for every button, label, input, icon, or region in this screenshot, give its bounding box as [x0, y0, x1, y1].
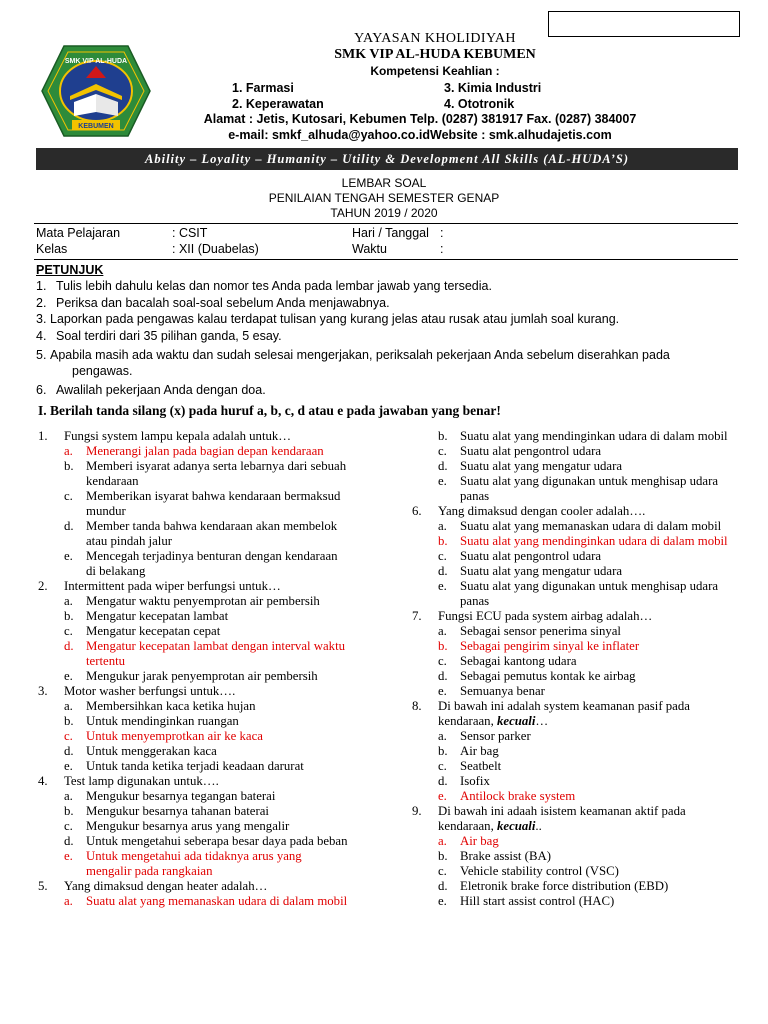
option-letter: e.	[438, 684, 447, 698]
option	[412, 774, 738, 789]
question	[38, 879, 348, 894]
option-letter: d.	[438, 774, 448, 788]
option	[412, 684, 738, 699]
option-letter: e.	[64, 849, 73, 863]
competency-item: 2. Keperawatan	[232, 97, 324, 111]
option-letter: a.	[438, 624, 447, 638]
option	[38, 459, 348, 489]
option-text: Sensor parker	[460, 729, 531, 743]
option	[38, 594, 348, 609]
option	[412, 729, 738, 744]
instruction-item	[36, 278, 746, 294]
option-letter: a.	[64, 699, 73, 713]
question-number: 5.	[38, 879, 48, 893]
question-keyword: kecuali	[496, 819, 536, 833]
divider	[34, 223, 738, 224]
option-letter: d.	[64, 519, 74, 533]
question-text: Test lamp digunakan untuk….	[64, 774, 219, 788]
option	[38, 759, 348, 774]
instruction-number: 2.	[36, 295, 47, 310]
instruction-text: Laporkan pada pengawas kalau terdapat tulisan yang kurang jelas atau rusak atau jumlah soal kurang.	[50, 312, 620, 326]
contact-line: e-mail: smkf_alhuda@yahoo.co.idWebsite : smk.alhudajetis.com	[228, 128, 612, 142]
option-letter: b.	[64, 804, 74, 818]
option-text: Hill start assist control (HAC)	[460, 894, 615, 908]
instructions	[36, 262, 746, 398]
option	[38, 819, 348, 834]
option-text: Mencegah terjadinya benturan dengan kendaraan di belakang	[86, 549, 338, 578]
option-text: Mengatur kecepatan cepat	[86, 624, 221, 638]
option	[412, 669, 738, 684]
option-letter: e.	[438, 894, 447, 908]
option-correct	[412, 534, 738, 549]
question	[38, 684, 348, 699]
option-text: Isofix	[460, 774, 490, 788]
question	[412, 504, 738, 519]
instruction-number: 4.	[36, 328, 47, 343]
option-correct	[38, 849, 348, 879]
question-text: Di bawah ini adaah isistem keamanan aktif pada kendaraan,	[438, 804, 686, 833]
option	[38, 624, 348, 639]
question-number: 3.	[38, 684, 48, 698]
option-text: Menerangi jalan pada bagian depan kendaraan	[86, 444, 324, 458]
instruction-text-cont: pengawas.	[72, 363, 133, 378]
option	[412, 474, 738, 504]
question-text: Yang dimaksud dengan heater adalah…	[64, 879, 268, 893]
option-letter: a.	[64, 594, 73, 608]
option-text: Untuk menyemprotkan air ke kaca	[86, 729, 263, 743]
question	[38, 429, 348, 444]
option	[412, 549, 738, 564]
option-text: Sebagai pemutus kontak ke airbag	[460, 669, 636, 683]
option-text: Memberikan isyarat bahwa kendaraan bermaksud mundur	[86, 489, 341, 518]
option-letter: c.	[64, 624, 73, 638]
option-text: Mengukur besarnya tahanan baterai	[86, 804, 269, 818]
question-keyword: kecuali	[496, 714, 536, 728]
question-number: 1.	[38, 429, 48, 443]
option-text: Vehicle stability control (VSC)	[460, 864, 619, 878]
instruction-text: Apabila masih ada waktu dan sudah selesai mengerjakan, periksalah pekerjaan Anda sebelum diserahkan pada	[50, 347, 670, 362]
option	[412, 864, 738, 879]
option-letter: b.	[64, 714, 74, 728]
question-number: 4.	[38, 774, 48, 788]
option-correct	[38, 639, 348, 669]
waktu-label: Waktu	[352, 242, 387, 256]
option	[38, 714, 348, 729]
instruction-text: Awalilah pekerjaan Anda dengan doa.	[56, 382, 266, 397]
question-number: 6.	[412, 504, 422, 518]
option	[38, 699, 348, 714]
option-letter: a.	[64, 444, 73, 458]
option-letter: c.	[64, 489, 73, 503]
logo-top-text: SMK VIP AL-HUDA	[64, 58, 128, 65]
question-text: Motor washer berfungsi untuk….	[64, 684, 236, 698]
kelas-value: : XII (Duabelas)	[172, 242, 259, 256]
option-letter: c.	[438, 864, 447, 878]
option	[412, 429, 738, 444]
school-logo	[40, 44, 152, 138]
option-letter: b.	[438, 639, 448, 653]
instruction-item	[36, 328, 746, 344]
instruction-text: Soal terdiri dari 35 pilihan ganda, 5 esay.	[56, 328, 282, 343]
option-correct	[38, 444, 348, 459]
school-address	[150, 111, 690, 143]
option-letter: d.	[438, 669, 448, 683]
option	[38, 789, 348, 804]
instruction-text: Periksa dan bacalah soal-soal sebelum Anda menjawabnya.	[56, 295, 390, 310]
exam-info	[36, 225, 736, 257]
option-letter: a.	[438, 729, 447, 743]
option-letter: d.	[438, 459, 448, 473]
option-letter: e.	[64, 669, 73, 683]
option-text: Suatu alat yang digunakan untuk menghisap udara panas	[460, 474, 719, 503]
option-text: Suatu alat yang mendinginkan udara di dalam mobil	[460, 534, 728, 548]
question-text: Fungsi system lampu kepala adalah untuk…	[64, 429, 292, 443]
instruction-number: 1.	[36, 279, 47, 293]
instruction-item	[36, 347, 746, 379]
option-text: Suatu alat pengontrol udara	[460, 549, 602, 563]
mapel-value: : CSIT	[172, 226, 208, 240]
question	[412, 609, 738, 624]
option	[38, 489, 348, 519]
option-letter: e.	[438, 474, 447, 488]
option-text: Memberi isyarat adanya serta lebarnya dari sebuah kendaraan	[86, 459, 347, 488]
option-text: Suatu alat yang mengatur udara	[460, 564, 623, 578]
questions-left-column	[38, 429, 348, 909]
waktu-value: :	[440, 242, 444, 256]
option	[412, 894, 738, 909]
option	[412, 444, 738, 459]
option-letter: b.	[438, 429, 448, 443]
instruction-item	[36, 382, 746, 398]
option	[38, 549, 348, 579]
option-letter: a.	[64, 894, 73, 908]
option-letter: e.	[438, 789, 447, 803]
option-correct	[412, 834, 738, 849]
option-text: Seatbelt	[460, 759, 502, 773]
option-letter: a.	[64, 789, 73, 803]
option-letter: a.	[438, 834, 447, 848]
option	[412, 519, 738, 534]
option	[412, 654, 738, 669]
section-title: I. Berilah tanda silang (x) pada huruf a, b, c, d atau e pada jawaban yang benar!	[38, 403, 501, 418]
option	[412, 624, 738, 639]
option-text: Untuk menggerakan kaca	[86, 744, 217, 758]
option-text: Mengukur besarnya tegangan baterai	[86, 789, 276, 803]
option	[412, 564, 738, 579]
option-letter: c.	[438, 759, 447, 773]
question-number: 7.	[412, 609, 422, 623]
question	[412, 699, 738, 729]
question-text: Fungsi ECU pada system airbag adalah…	[438, 609, 653, 623]
option-text: Suatu alat yang mengatur udara	[460, 459, 623, 473]
letterhead	[160, 30, 710, 80]
option-letter: b.	[438, 849, 448, 863]
option-letter: e.	[64, 549, 73, 563]
option-letter: c.	[438, 549, 447, 563]
option-text: Suatu alat yang digunakan untuk menghisap udara panas	[460, 579, 719, 608]
option-text: Member tanda bahwa kendaraan akan membelok atau pindah jalur	[86, 519, 338, 548]
instruction-text: Tulis lebih dahulu kelas dan nomor tes Anda pada lembar jawab yang tersedia.	[56, 279, 492, 293]
competency-list	[232, 80, 652, 112]
option-text: Mengukur besarnya arus yang mengalir	[86, 819, 290, 833]
mapel-label: Mata Pelajaran	[36, 226, 121, 240]
question-number: 8.	[412, 699, 422, 713]
option-text: Semuanya benar	[460, 684, 545, 698]
option-letter: c.	[64, 729, 73, 743]
option-text: Untuk mengetahui seberapa besar daya pada beban	[86, 834, 348, 848]
title-line: TAHUN 2019 / 2020	[330, 206, 438, 220]
option-letter: c.	[438, 654, 447, 668]
option	[412, 879, 738, 894]
option-letter: a.	[438, 519, 447, 533]
question-text: Intermittent pada wiper berfungsi untuk…	[64, 579, 281, 593]
question	[412, 804, 738, 834]
instruction-item	[36, 311, 746, 327]
hari-value: :	[440, 226, 444, 240]
option-letter: d.	[438, 564, 448, 578]
document-title	[0, 176, 768, 221]
option-text: Mengatur kecepatan lambat	[86, 609, 229, 623]
title-line: LEMBAR SOAL	[341, 176, 427, 190]
option-correct	[38, 729, 348, 744]
question	[38, 774, 348, 789]
option-correct	[412, 789, 738, 804]
option	[38, 519, 348, 549]
option	[412, 849, 738, 864]
motto-banner: Ability – Loyality – Humanity – Utility & Development All Skills (AL-HUDA’S)	[36, 148, 738, 170]
option-text: Untuk tanda ketika terjadi keadaan darurat	[86, 759, 304, 773]
instruction-item	[36, 295, 746, 311]
option-text: Brake assist (BA)	[460, 849, 551, 863]
kompetensi-label: Kompetensi Keahlian :	[370, 64, 500, 78]
divider	[34, 259, 738, 260]
option	[412, 459, 738, 474]
option-text: Suatu alat yang memanaskan udara di dalam mobil	[460, 519, 722, 533]
option-correct	[38, 894, 348, 909]
option-text: Sebagai kantong udara	[460, 654, 577, 668]
option-text: Suatu alat pengontrol udara	[460, 444, 602, 458]
instruction-number: 5.	[36, 347, 47, 362]
option-letter: d.	[64, 639, 74, 653]
option-letter: d.	[438, 879, 448, 893]
option	[38, 669, 348, 684]
question-text: Di bawah ini adalah system keamanan pasif pada kendaraan,	[438, 699, 690, 728]
question-text: Yang dimaksud dengan cooler adalah….	[438, 504, 646, 518]
kelas-label: Kelas	[36, 242, 68, 256]
option-letter: d.	[64, 834, 74, 848]
option-text: Membersihkan kaca ketika hujan	[86, 699, 256, 713]
option-letter: b.	[438, 534, 448, 548]
question-number: 9.	[412, 804, 422, 818]
option-correct	[412, 639, 738, 654]
option-text: Suatu alat yang memanaskan udara di dalam mobil	[86, 894, 348, 908]
foundation-name: YAYASAN KHOLIDIYAH	[354, 31, 516, 46]
option-text: Antilock brake system	[460, 789, 576, 803]
option-text: Eletronik brake force distribution (EBD)	[460, 879, 669, 893]
instruction-number: 6.	[36, 382, 47, 397]
option	[38, 834, 348, 849]
question-tail: ..	[535, 819, 542, 833]
option-text: Air bag	[460, 834, 499, 848]
question-number: 2.	[38, 579, 48, 593]
option-text: Sebagai sensor penerima sinyal	[460, 624, 621, 638]
question	[38, 579, 348, 594]
instructions-title: PETUNJUK	[36, 263, 104, 277]
option-letter: b.	[64, 609, 74, 623]
option-text: Mengukur jarak penyemprotan air pembersih	[86, 669, 318, 683]
question-tail: …	[535, 714, 549, 728]
competency-item: 3. Kimia Industri	[444, 81, 542, 95]
option	[412, 744, 738, 759]
option	[412, 579, 738, 609]
instruction-number: 3.	[36, 312, 47, 326]
option-text: Sebagai pengirim sinyal ke inflater	[460, 639, 640, 653]
option	[38, 744, 348, 759]
option-text: Untuk mengetahui ada tidaknya arus yang mengalir pada rangkaian	[86, 849, 302, 878]
option-letter: e.	[438, 579, 447, 593]
option	[38, 804, 348, 819]
competency-item: 4. Ototronik	[444, 97, 515, 111]
option-letter: e.	[64, 759, 73, 773]
option-letter: b.	[64, 459, 74, 473]
hari-label: Hari / Tanggal	[352, 226, 429, 240]
address-line: Alamat : Jetis, Kutosari, Kebumen Telp. (0287) 381917 Fax. (0287) 384007	[203, 112, 637, 126]
competency-item: 1. Farmasi	[232, 81, 294, 95]
logo-bottom-text: KEBUMEN	[78, 123, 114, 130]
option	[412, 759, 738, 774]
questions-right-column	[412, 429, 738, 909]
option-letter: b.	[438, 744, 448, 758]
option-letter: d.	[64, 744, 74, 758]
option	[38, 609, 348, 624]
option-text: Mengatur kecepatan lambat dengan interval waktu tertentu	[86, 639, 346, 668]
option-letter: c.	[64, 819, 73, 833]
option-text: Air bag	[460, 744, 499, 758]
option-letter: c.	[438, 444, 447, 458]
school-name: SMK VIP AL-HUDA KEBUMEN	[334, 47, 536, 62]
option-text: Untuk mendinginkan ruangan	[86, 714, 239, 728]
option-text: Suatu alat yang mendinginkan udara di dalam mobil	[460, 429, 728, 443]
title-line: PENILAIAN TENGAH SEMESTER GENAP	[268, 191, 500, 205]
option-text: Mengatur waktu penyemprotan air pembersih	[86, 594, 320, 608]
